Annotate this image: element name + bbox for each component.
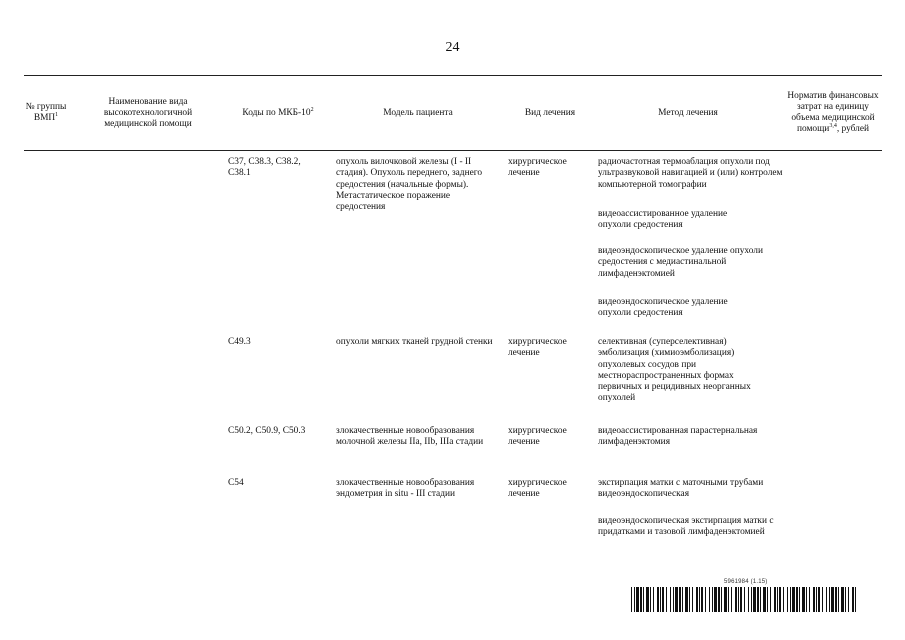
barcode-icon	[631, 587, 857, 612]
treatment-method-item: видеоэндоскопическое удаление опухоли средостения с медиастинальной лимфаденэктомией	[598, 246, 763, 279]
treatment-method-item: видеоассистированное удаление опухоли средостения	[598, 209, 728, 231]
header-cost-norm: Норматив финансовых затрат на единицу объема медицинской помощи$^{3,4}$, рублей	[787, 91, 879, 134]
header-group-number: № группы ВМП$^1$	[25, 102, 67, 123]
document-serial-number: 5961984 (1.15)	[724, 579, 768, 585]
table-row-treatment-type: хирургическое лечение	[508, 157, 567, 179]
treatment-method-item: радиочастотная термоаблация опухоли под ультразвуковой навигацией и (или) контролем компьютерной томографии	[598, 157, 783, 190]
treatment-method-item: селективная (суперселективная) эмболизация (химиоэмболизация) опухолевых сосудов при местнораспространенных формах первичных и рецидивных неорганных опухолей	[598, 337, 751, 404]
table-row-patient-model: злокачественные новообразования молочной железы IIa, IIb, IIIa стадии	[336, 426, 484, 448]
header-treatment-type: Вид лечения	[524, 107, 576, 118]
table-row-patient-model: злокачественные новообразования эндометрия in situ - III стадии	[336, 478, 475, 500]
header-patient-model: Модель пациента	[383, 107, 453, 118]
table-row-codes: C54	[228, 478, 244, 488]
table-row-codes: C50.2, C50.9, C50.3	[228, 426, 306, 436]
treatment-method-item: видеоэндоскопическая экстирпация матки с придатками и тазовой лимфаденэктомией	[598, 516, 774, 538]
page-number: 24	[445, 40, 460, 55]
treatment-method-item: видеоэндоскопическое удаление опухоли средостения	[598, 297, 728, 319]
header-vmp-name: Наименование вида высокотехнологичной медицинской помощи	[103, 96, 193, 129]
treatment-method-item: видеоассистированная парастернальная лимфаденэктомия	[598, 426, 758, 448]
table-row-treatment-type: хирургическое лечение	[508, 337, 567, 359]
header-treatment-method: Метод лечения	[658, 107, 718, 118]
header-icd-codes: Коды по МКБ-$10^2$	[242, 106, 314, 118]
table-header-rule	[24, 150, 882, 151]
table-row-codes: C37, C38.3, C38.2, C38.1	[228, 157, 301, 179]
table-row-treatment-type: хирургическое лечение	[508, 478, 567, 500]
treatment-method-item: экстирпация матки с маточными трубами видеоэндоскопическая	[598, 478, 764, 500]
table-row-codes: C49.3	[228, 337, 251, 347]
table-row-treatment-type: хирургическое лечение	[508, 426, 567, 448]
table-row-patient-model: опухоль вилочковой железы (I - II стадия). Опухоль переднего, заднего средостения (начальные формы). Метастатическое поражение средостения	[336, 157, 483, 213]
table-row-patient-model: опухоли мягких тканей грудной стенки	[336, 337, 493, 347]
